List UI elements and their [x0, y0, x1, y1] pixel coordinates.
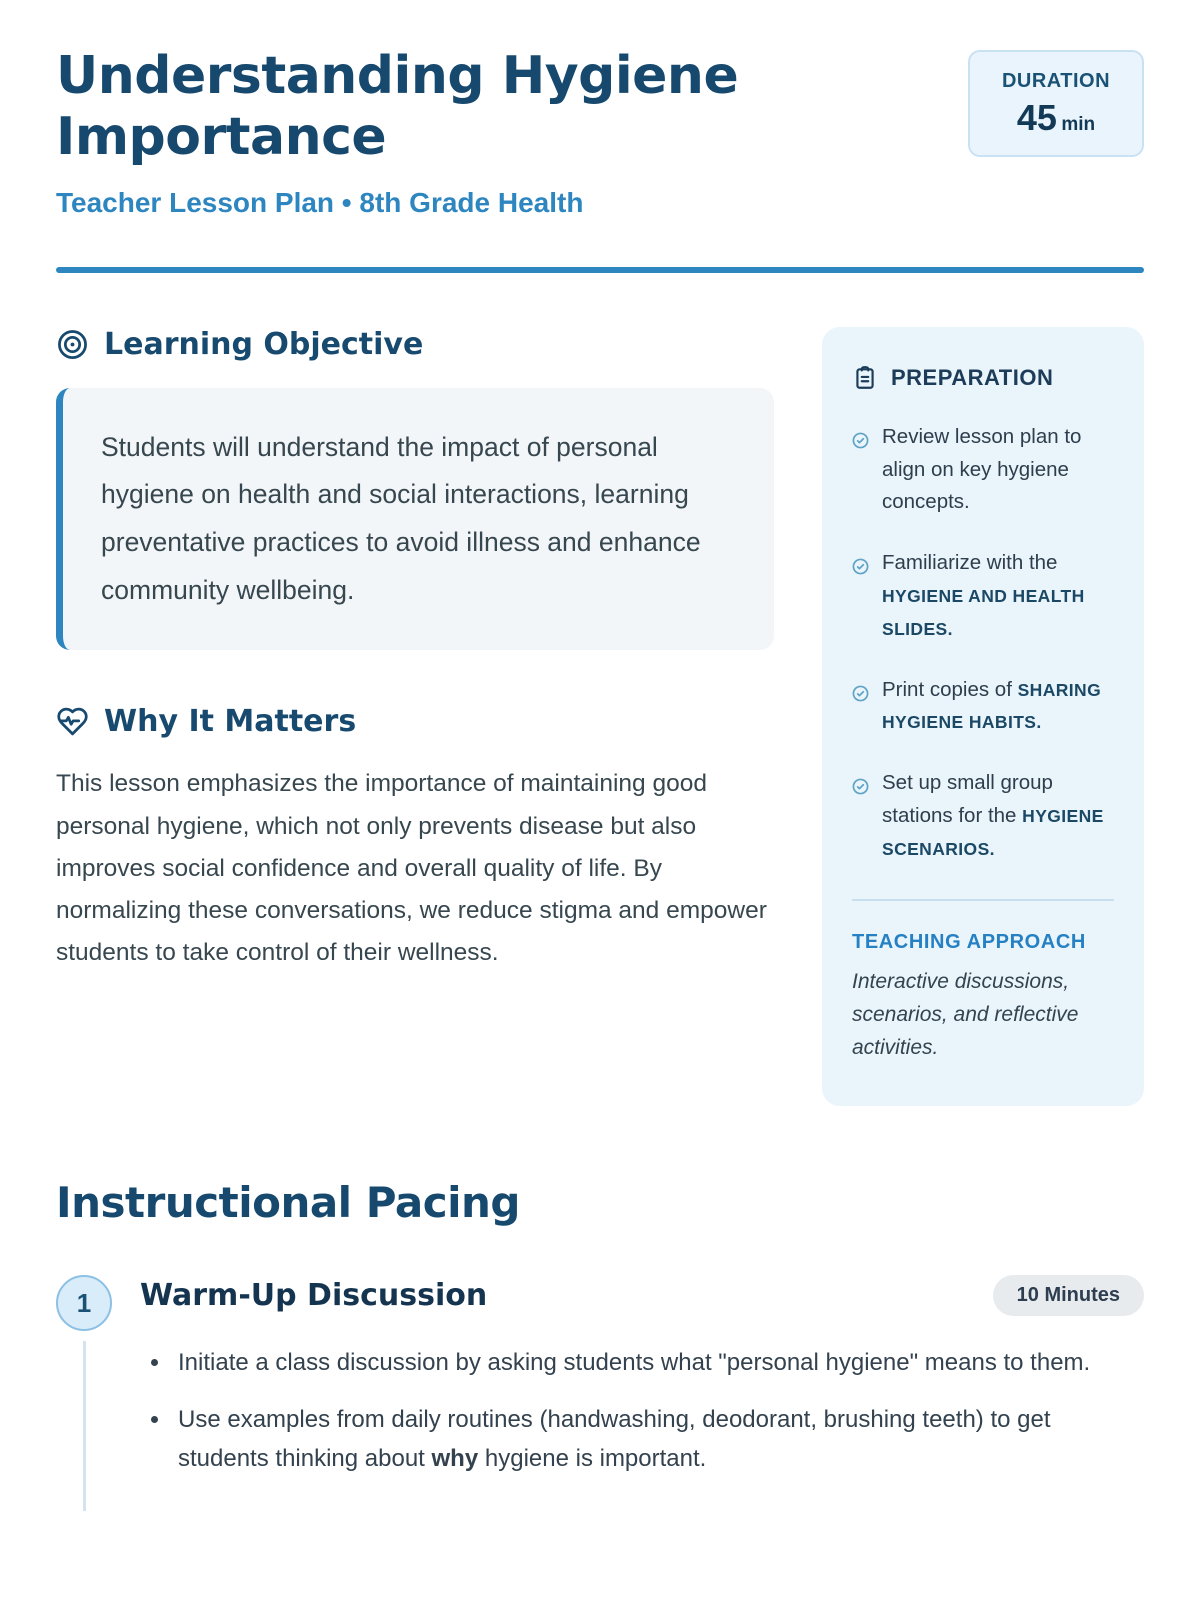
- preparation-item: [852, 421, 1114, 519]
- learning-objective-heading-row: [56, 327, 774, 362]
- objective-quote: Students will understand the impact of personal hygiene on health and social interactions, learning preventative practices to avoid illness and enhance community wellbeing.: [56, 388, 774, 651]
- check-circle-icon: [852, 680, 869, 697]
- step-number-badge: 1: [56, 1275, 112, 1331]
- main-column: [56, 327, 774, 974]
- step-bullet: • Use examples from daily routines (handwashing, deodorant, brushing teeth) to get students thinking about why hygiene is important.: [172, 1401, 1144, 1479]
- preparation-item: [852, 767, 1114, 865]
- teaching-approach-label: TEACHING APPROACH: [852, 931, 1086, 954]
- pacing-step-1: [56, 1275, 1144, 1511]
- heart-pulse-icon: [56, 705, 89, 738]
- page-subtitle: Teacher Lesson Plan • 8th Grade Health: [56, 186, 584, 218]
- step-content: [140, 1275, 1144, 1511]
- why-it-matters-heading: Why It Matters: [104, 704, 357, 740]
- step-duration-badge: 10 Minutes: [993, 1275, 1144, 1316]
- header-divider: [56, 267, 1144, 273]
- why-it-matters-text: This lesson emphasizes the importance of maintaining good personal hygiene, which not only prevents disease but also improves social confidence and overall quality of life. By normalizing these conversations, we reduce stigma and empower students to take control of their wellness.: [56, 770, 767, 966]
- learning-objective-heading: Learning Objective: [104, 326, 424, 362]
- preparation-list: [852, 421, 1114, 866]
- preparation-item: [852, 674, 1114, 740]
- preparation-item: [852, 547, 1114, 645]
- teaching-approach-text: Interactive discussions, scenarios, and reflective activities.: [852, 970, 1079, 1059]
- duration-unit: min: [1061, 114, 1096, 135]
- check-circle-icon: [852, 427, 869, 444]
- check-circle-icon: [852, 553, 869, 570]
- pacing-heading: Instructional Pacing: [56, 1178, 520, 1228]
- step-title: Warm-Up Discussion: [140, 1278, 488, 1314]
- why-it-matters-heading-row: [56, 704, 774, 739]
- preparation-item-text: Familiarize with the HYGIENE AND HEALTH SLIDES.: [882, 551, 1085, 639]
- preparation-card: [822, 327, 1144, 1106]
- timeline-connector: [83, 1341, 86, 1511]
- preparation-item-text: Set up small group stations for the HYGIENE SCENARIOS.: [882, 771, 1104, 859]
- clipboard-icon: [852, 365, 878, 391]
- duration-label: DURATION: [1001, 70, 1111, 92]
- duration-card: [968, 50, 1144, 157]
- step-bullet-list: [140, 1344, 1144, 1479]
- header: [56, 46, 1144, 169]
- preparation-heading: PREPARATION: [891, 364, 1054, 390]
- preparation-header: [852, 365, 1114, 391]
- step-rail: [56, 1275, 112, 1511]
- title-block: [56, 46, 886, 169]
- target-icon: [56, 328, 89, 361]
- content-columns: [56, 327, 1144, 1106]
- why-it-matters-section: [56, 704, 774, 974]
- page-title: Understanding Hygiene Importance: [56, 46, 739, 168]
- step-bullet: • Initiate a class discussion by asking students what "personal hygiene" means to them.: [172, 1344, 1144, 1383]
- check-circle-icon: [852, 773, 869, 790]
- preparation-item-text: Print copies of SHARING HYGIENE HABITS.: [882, 677, 1102, 733]
- duration-value: [996, 97, 1116, 139]
- preparation-item-text: Review lesson plan to align on key hygiene concepts.: [882, 424, 1082, 514]
- card-divider: [852, 899, 1114, 901]
- learning-objective-section: [56, 327, 774, 651]
- duration-number: 45: [1016, 97, 1057, 138]
- step-header: [140, 1275, 1144, 1316]
